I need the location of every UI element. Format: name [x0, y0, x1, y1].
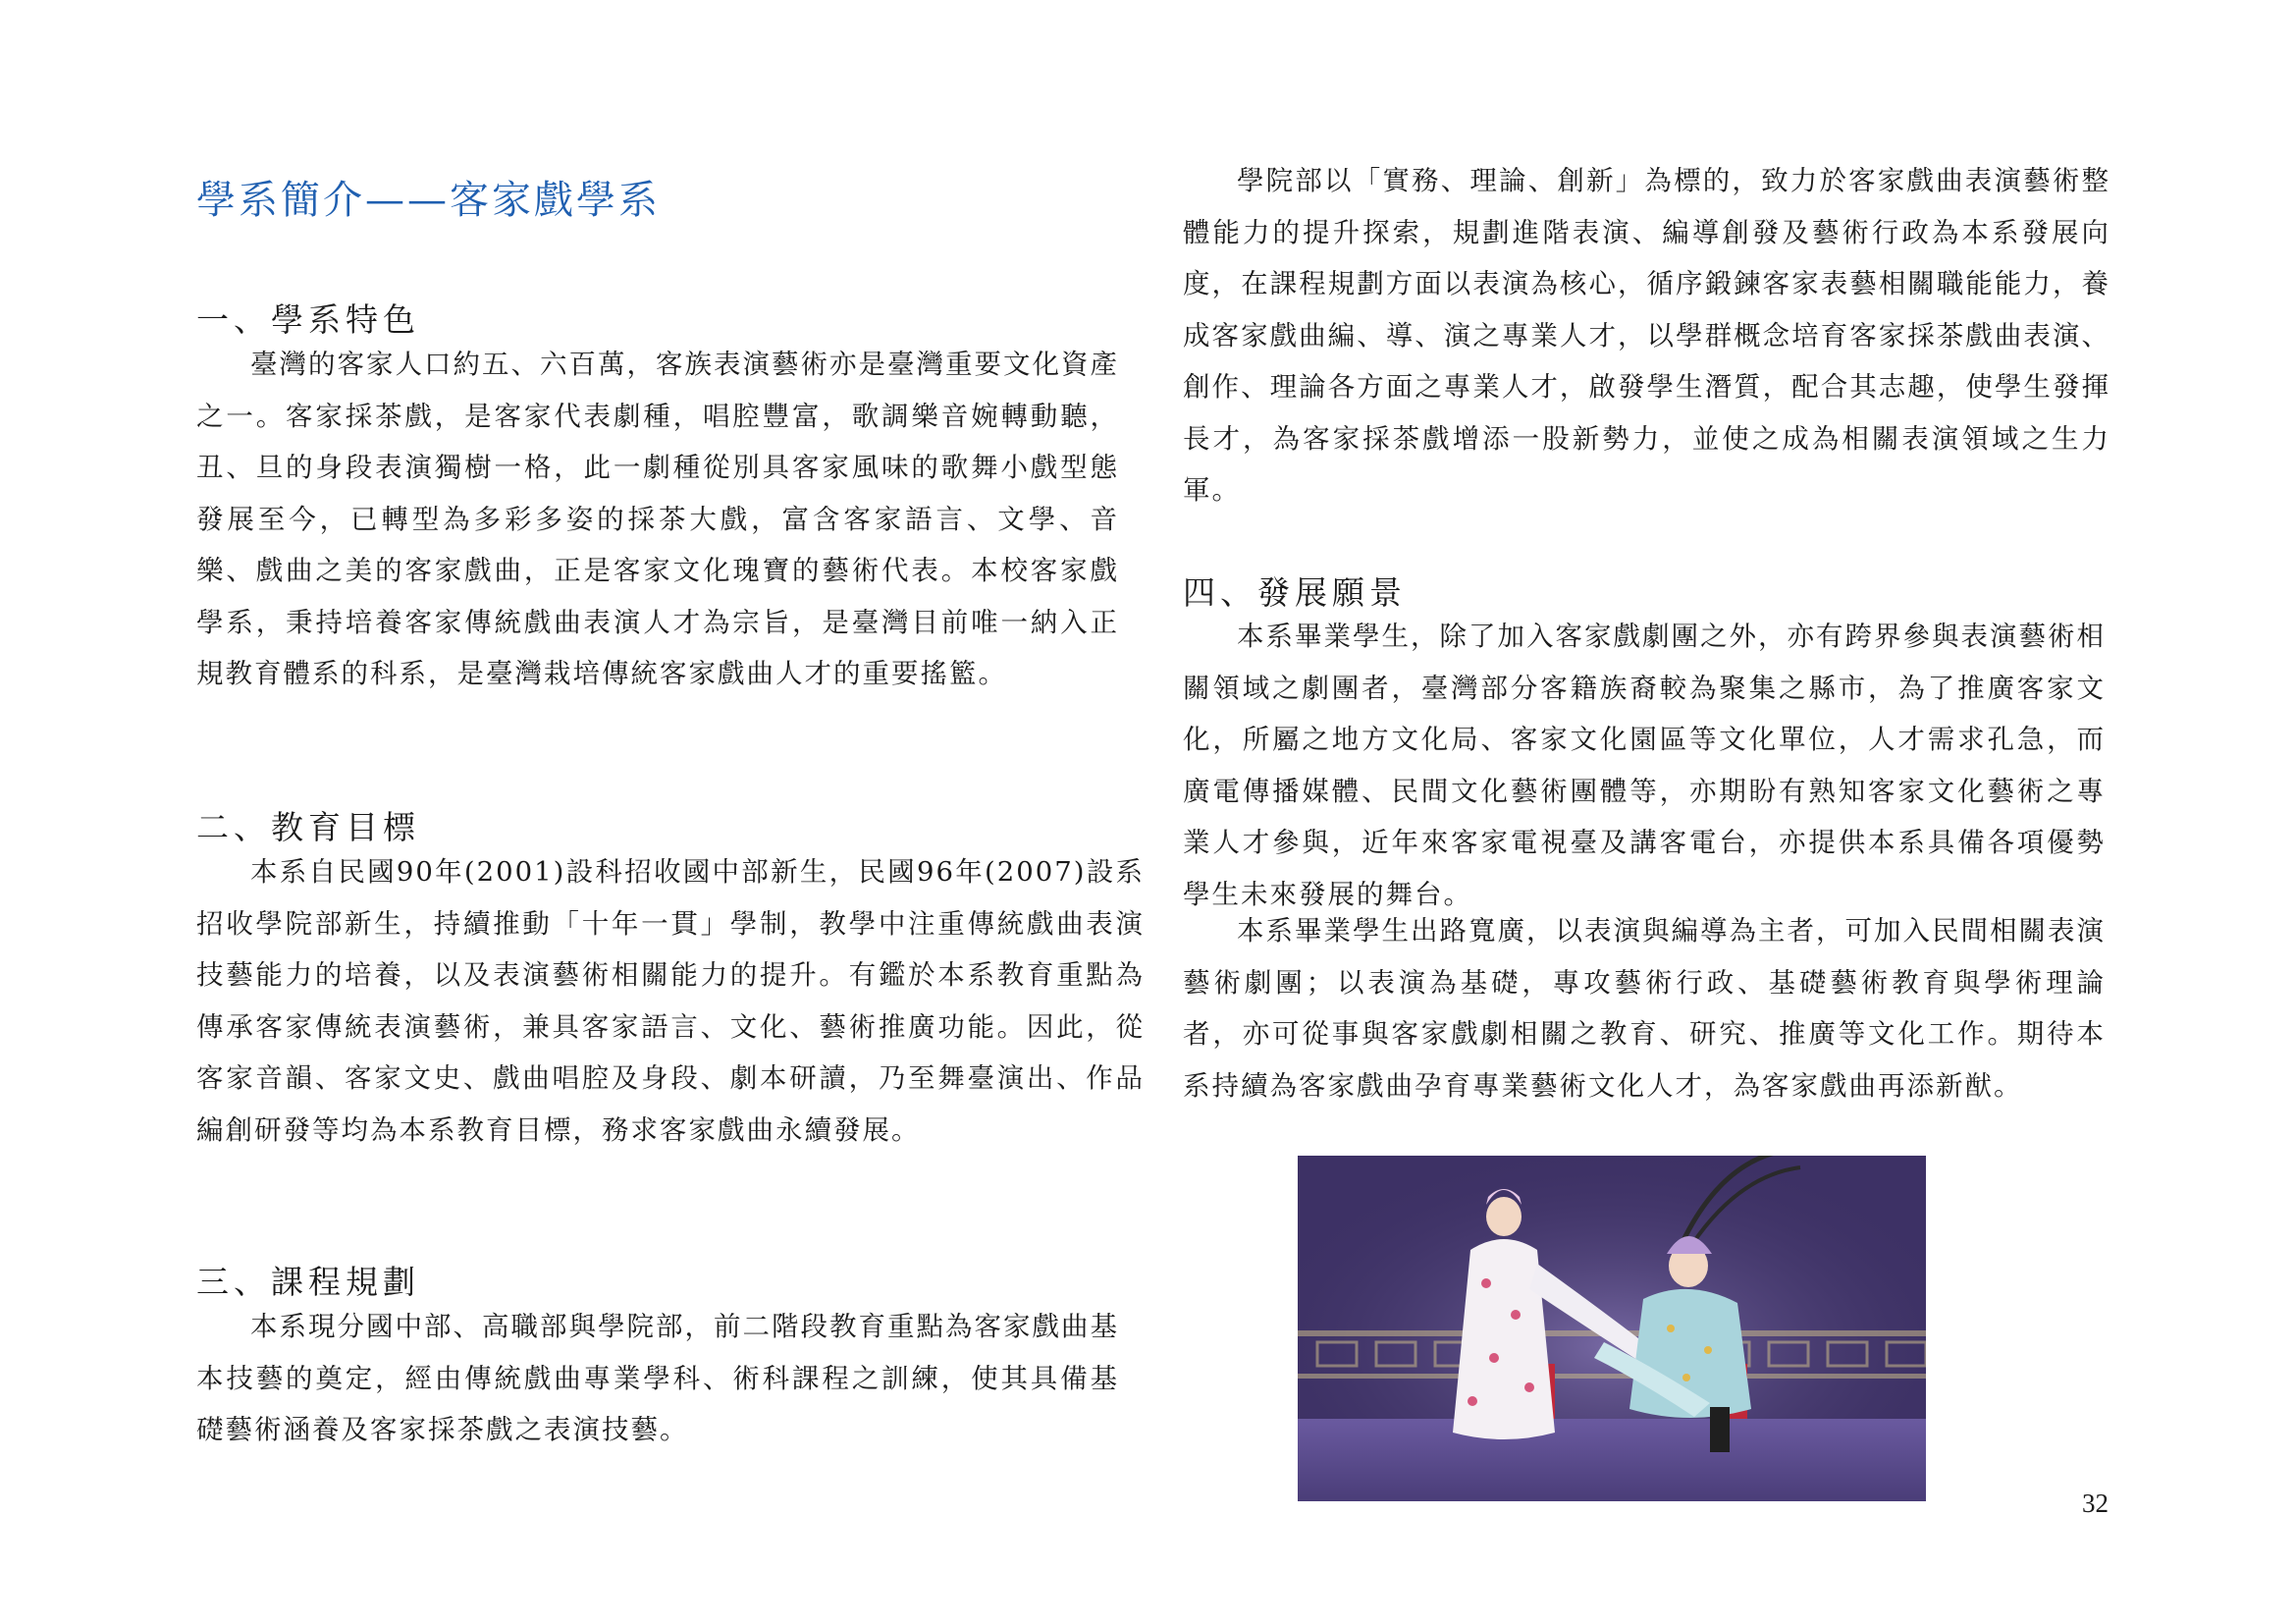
page-title: 學系簡介——客家戲學系 — [196, 178, 661, 223]
section-heading-vision: 四、發展願景 — [1183, 573, 1407, 612]
page-number: 32 — [2082, 1489, 2109, 1518]
vision-paragraph-2: 本系畢業學生出路寬廣，以表演與編導為主者，可加入民間相關表演藝術劇團；以表演為基礎，專攻藝術行政、基礎藝術教育與學術理論者，亦可從事與客家戲劇相關之教育、研究、推廣等文化工作。期待本系持續為客家戲曲孕育專業藝術文化人才，為客家戲曲再添新猷。 — [1183, 915, 2106, 1102]
features-paragraph: 臺灣的客家人口約五、六百萬，客族表演藝術亦是臺灣重要文化資產之一。客家採茶戲，是客家代表劇種，唱腔豐富，歌調樂音婉轉動聽，丑、旦的身段表演獨樹一格，此一劇種從別具客家風味的歌舞小戲型態發展至今，已轉型為多彩多姿的採茶大戲，富含客家語言、文學、音樂、戲曲之美的客家戲曲，正是客家文化瑰寶的藝術代表。本校客家戲學系，秉持培養客家傳統戲曲表演人才為宗旨，是臺灣目前唯一納入正規教育體系的科系，是臺灣栽培傳統客家戲曲人才的重要搖籃。 — [196, 349, 1119, 689]
stage-performance-photo — [1298, 1156, 1926, 1501]
goals-paragraph: 本系自民國90年(2001)設科招收國中部新生，民國96年(2007)設系招收學院部新生，持續推動「十年一貫」學制，教學中注重傳統戲曲表演技藝能力的培養，以及表演藝術相關能力的提升。有鑑於本系教育重點為傳承客家傳統表演藝術，兼具客家語言、文化、藝術推廣功能。因此，從客家音韻、客家文史、戲曲唱腔及身段、劇本研讀，乃至舞臺演出、作品編創研發等均為本系教育目標，務求客家戲曲永續發展。 — [196, 856, 1145, 1146]
section-heading-curriculum: 三、課程規劃 — [196, 1263, 420, 1301]
curriculum-continued-paragraph: 學院部以「實務、理論、創新」為標的，致力於客家戲曲表演藝術整體能力的提升探索，規劃進階表演、編導創發及藝術行政為本系發展向度，在課程規劃方面以表演為核心，循序鍛鍊客家表藝相關職能能力，養成客家戲曲編、導、演之專業人才，以學群概念培育客家採茶戲曲表演、創作、理論各方面之專業人才，啟發學生潛質，配合其志趣，使學生發揮長才，為客家採茶戲增添一股新勢力，並使之成為相關表演領域之生力軍。 — [1183, 165, 2110, 506]
stage-photo-illustration — [1298, 1156, 1926, 1501]
section-heading-goals: 二、教育目標 — [196, 808, 420, 846]
stage-floor — [1298, 1419, 1926, 1501]
vision-paragraph-1: 本系畢業學生，除了加入客家戲劇團之外，亦有跨界參與表演藝術相關領域之劇團者，臺灣部分客籍族裔較為聚集之縣市，為了推廣客家文化，所屬之地方文化局、客家文化園區等文化單位，人才需求孔急，而廣電傳播媒體、民間文化藝術團體等，亦期盼有熟知客家文化藝術之專業人才參與，近年來客家電視臺及講客電台，亦提供本系具備各項優勢學生未來發展的舞台。 — [1183, 621, 2106, 910]
section-heading-features: 一、學系特色 — [196, 300, 420, 339]
curriculum-paragraph: 本系現分國中部、高職部與學院部，前二階段教育重點為客家戲曲基本技藝的奠定，經由傳統戲曲專業學科、術科課程之訓練，使其具備基礎藝術涵養及客家採茶戲之表演技藝。 — [196, 1311, 1119, 1445]
